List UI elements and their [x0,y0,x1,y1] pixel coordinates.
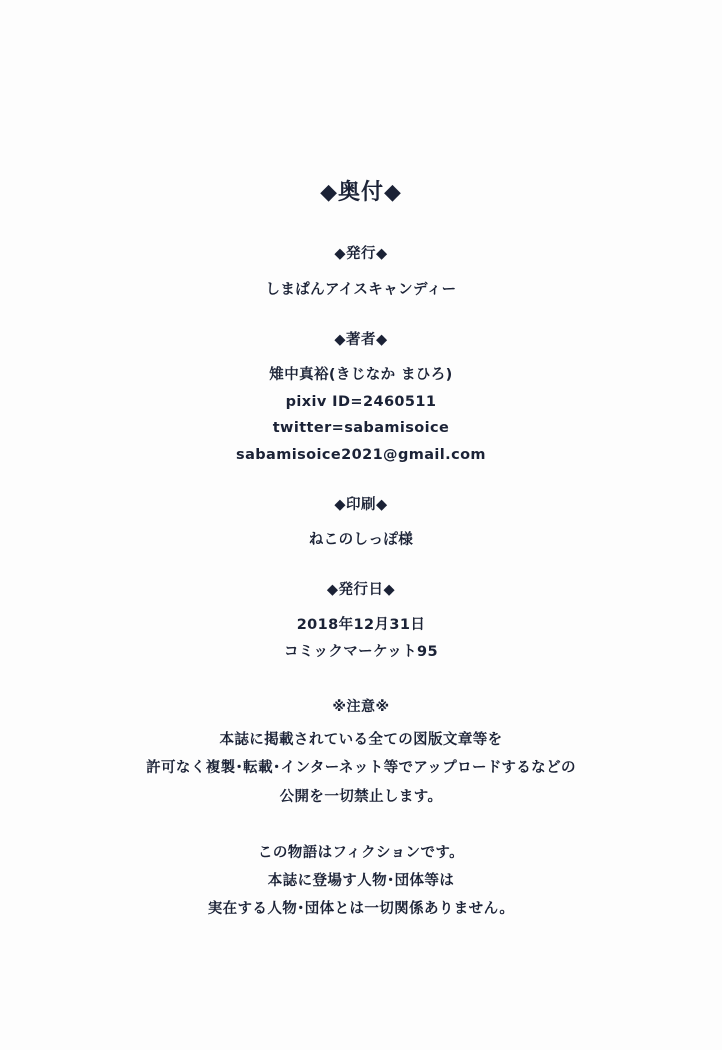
author-pixiv-id: pixiv ID=2460511 [285,393,437,410]
notice-section [0,696,722,811]
publication-event: コミックマーケット95 [283,644,439,661]
author-name: 雉中真裕(きじなか まひろ) [269,366,453,383]
publisher-name: しまぱんアイスキャンディー [265,281,457,298]
publication-date-heading: ◆発行日◆ [326,582,396,599]
publisher-section [0,244,722,303]
publication-date: 2018年12月31日 [296,617,426,634]
notice-line-3: 公開を一切禁止します。 [279,788,443,805]
printer-name: ねこのしっぽ様 [308,532,414,549]
author-twitter: twitter=sabamisoice [272,420,450,437]
author-section [0,330,722,470]
fiction-disclaimer-section [0,839,722,924]
fiction-line-2: 本誌に登場す人物･団体等は [267,873,455,890]
author-heading: ◆著者◆ [334,331,388,348]
notice-line-1: 本誌に掲載されている全ての図版文章等を [219,732,503,749]
author-email: sabamisoice2021@gmail.com [236,447,486,464]
printer-heading: ◆印刷◆ [334,497,388,514]
publication-date-section [0,580,722,666]
page-title: ◆奥付◆ [320,180,402,205]
publisher-heading: ◆発行◆ [334,246,388,263]
printer-section [0,495,722,554]
notice-heading: ※注意※ [332,699,390,716]
fiction-line-1: この物語はフィクションです。 [258,844,464,861]
notice-line-2: 許可なく複製･転載･インターネット等でアップロードするなどの [146,760,576,777]
fiction-line-3: 実在する人物･団体とは一切関係ありません。 [207,901,515,918]
colophon-block [0,180,722,924]
